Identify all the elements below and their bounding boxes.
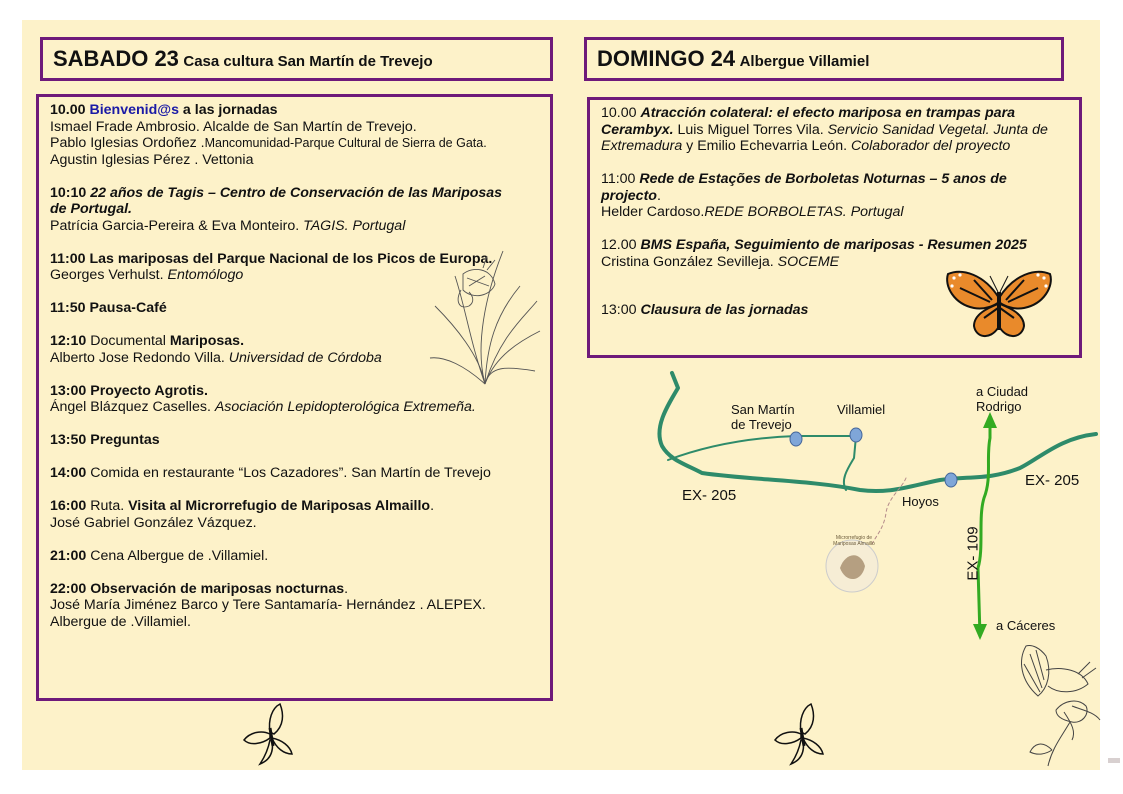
map-label-caceres: a Cáceres (996, 618, 1056, 633)
list-item: 13:00 Proyecto Agrotis. Ángel Blázquez Caselles. Asociación Lepidopterológica Extremeña. (50, 382, 476, 415)
list-item: 21:00 Cena Albergue de .Villamiel. (50, 547, 269, 564)
list-item: 12:10 Documental Mariposas. Alberto Jose Redondo Villa. Universidad de Córdoba (50, 333, 382, 366)
sunday-header (584, 37, 1064, 81)
saturday-header (40, 37, 553, 81)
swallowtail-butterfly-icon (771, 702, 829, 766)
list-item: 10:10 22 años de Tagis – Centro de Conservación de las Mariposas de Portugal. Patrícia Garcia-Pereira & Eva Monteiro. TAGIS. Portugal (50, 184, 503, 234)
saturday-venue: Casa cultura San Martín de Trevejo (183, 53, 433, 70)
butterfly-flower-illustration (1012, 640, 1104, 768)
list-item: 11:00 Rede de Estações de Borboletas Noturnas – 5 anos de projecto. Helder Cardoso.REDE BORBOLETAS. Portugal (601, 171, 1007, 220)
butterfly-plant-illustration (425, 246, 545, 386)
swallowtail-butterfly-icon (240, 702, 298, 766)
list-item: 22:00 Observación de mariposas nocturnas. José María Jiménez Barco y Tere Santamaría- Hernández . ALEPEX. Albergue de .Villamiel. (50, 580, 486, 630)
road-label-ex109: EX- 109 (964, 526, 982, 581)
map-label-san-martin: San Martín de Trevejo (731, 402, 795, 432)
sunday-title: DOMINGO 24 (597, 46, 736, 71)
list-item: 12.00 BMS España, Seguimiento de mariposas - Resumen 2025 Cristina González Sevilleja. SOCEME (601, 237, 1027, 270)
list-item: 10.00 Atracción colateral: el efecto mariposa en trampas para Cerambyx. Luis Miguel Torres Vila. Servicio Sanidad Vegetal. Junta de Extremadura y Emilio Echevarria León. Colaborador del proyecto (601, 105, 1048, 154)
list-item: 13:50 Preguntas (50, 432, 160, 448)
map-label-hoyos: Hoyos (902, 494, 939, 509)
map-label-villamiel: Villamiel (837, 402, 886, 417)
list-item: 13:00 Clausura de las jornadas (601, 302, 809, 318)
road-label-ex205-left: EX- 205 (682, 487, 737, 504)
list-item: 16:00 Ruta. Visita al Microrrefugio de Mariposas Almaillo. José Gabriel González Vázquez. (50, 498, 435, 531)
microrrefugio-logo-text: Microrrefugio de Mariposas Almaillo (833, 535, 875, 547)
list-item: 11:00 Las mariposas del Parque Nacional de los Picos de Europa. Georges Verhulst. Entomólogo (50, 250, 493, 283)
monarch-butterfly-icon (944, 268, 1054, 342)
saturday-title: SABADO 23 (53, 46, 179, 71)
sunday-venue: Albergue Villamiel (739, 53, 870, 70)
corner-mark-icon (1108, 758, 1120, 763)
map-label-ciudad-rodrigo: a Ciudad Rodrigo (976, 384, 1029, 414)
list-item: 11:50 Pausa-Café (50, 300, 167, 316)
list-item: 14:00 Comida en restaurante “Los Cazadores”. San Martín de Trevejo (50, 465, 491, 481)
road-label-ex205-right: EX- 205 (1025, 472, 1080, 489)
list-item: 10.00 Bienvenid@s a las jornadas Ismael Frade Ambrosio. Alcalde de San Martín de Trevejo. Pablo Iglesias Ordoñez .Mancomunidad-Parque Cultural de Sierra de Gata. Agustin Iglesias Pérez . Vettonia (50, 102, 487, 168)
